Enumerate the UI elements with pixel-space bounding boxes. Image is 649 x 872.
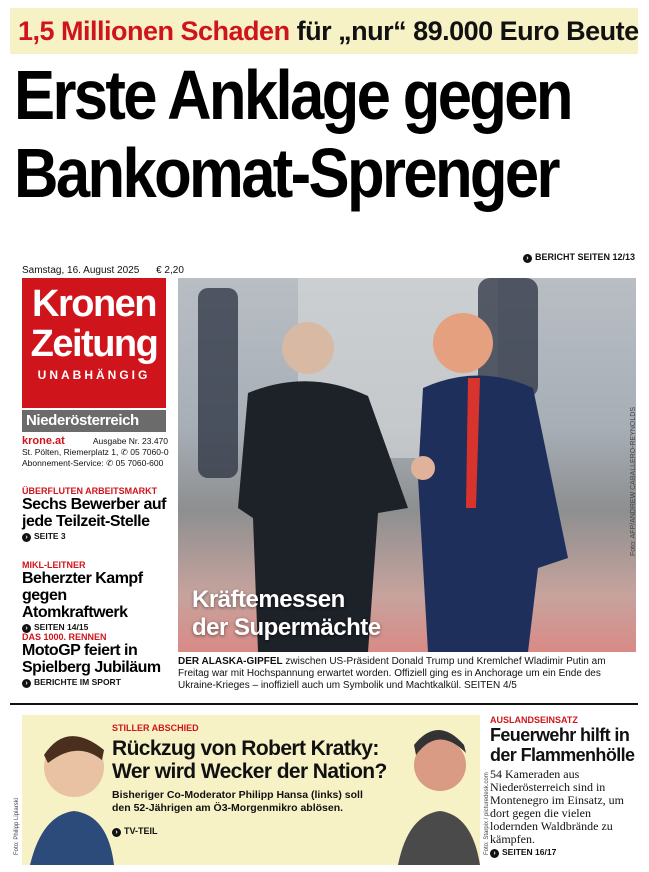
teaser-mikl-leitner[interactable] — [22, 560, 172, 633]
portrait-left — [22, 715, 112, 865]
teaser-title: Beherzter Kampf gegen Atomkraftwerk — [22, 570, 143, 621]
teaser-title: MotoGP feiert in Spielberg Jubiläum — [22, 642, 161, 676]
phone-icon: ✆ — [106, 458, 114, 468]
teaser-kicker: MIKL-LEITNER — [22, 560, 86, 570]
section-divider — [10, 703, 638, 705]
side-kicker: AUSLANDSEINSATZ — [490, 715, 578, 725]
teaser-ref: › BERICHTE IM SPORT — [22, 677, 172, 688]
top-teaser-red: 1,5 Millionen Schaden — [18, 16, 290, 46]
issue-date: Samstag, 16. August 2025 — [22, 265, 140, 276]
arrow-icon: › — [112, 828, 121, 837]
teaser-ref: › SEITEN 14/15 — [22, 622, 172, 633]
main-story-body: zwischen US-Präsident Donald Trump und Kremlchef Wladimir Putin am Freitag war mit Hochspannung erwartet worden. Offiziell ging es in Anchorage um ein Ende des Ukraine-Krieges – inoffiziell auch um Symbolik und Machtkalkül. SEITEN 4/5 — [178, 656, 606, 691]
headline-line-1: Erste Anklage gegen — [14, 56, 571, 134]
main-story-text[interactable] — [178, 656, 638, 692]
imprint — [22, 436, 172, 469]
service-line: Abonnement-Service: ✆ 05 7060-600 — [22, 458, 164, 468]
logo-word-1: Kronen — [32, 283, 156, 325]
top-teaser-black: für „nur“ 89.000 Euro Beute — [296, 16, 639, 46]
teaser-motogp[interactable] — [22, 632, 172, 688]
lead-photo[interactable] — [178, 278, 636, 652]
teaser-arbeitsmarkt[interactable] — [22, 486, 172, 542]
teaser-title: Sechs Bewerber auf jede Teilzeit-Stelle — [22, 496, 166, 530]
top-teaser-headline[interactable] — [18, 14, 639, 48]
issue-number: Ausgabe Nr. 23.470 — [92, 436, 168, 446]
main-headline[interactable] — [14, 56, 640, 212]
side-text: 54 Kameraden aus Niederösterreich sind in Montenegro im Einsatz, um dort gegen die vielen lodernden Waldbrände zu kämpfen. — [490, 767, 624, 846]
photo-credit-left: Foto: Philipp Lipiarski — [14, 797, 20, 855]
main-story-lead: DER ALASKA-GIPFEL — [178, 656, 283, 667]
side-story[interactable] — [490, 715, 638, 858]
side-ref: › SEITEN 16/17 — [490, 847, 638, 858]
logo-word-2: Zeitung — [30, 323, 158, 365]
photo-credit: Foto: AFP/ANDREW CABALLERO-REYNOLDS — [630, 407, 638, 556]
side-title: Feuerwehr hilft in der Flammenhölle — [490, 725, 635, 765]
headline-page-ref[interactable]: › BERICHT SEITEN 12/13 — [523, 252, 635, 263]
arrow-icon: › — [523, 254, 532, 263]
teaser-kicker: DAS 1000. RENNEN — [22, 632, 107, 642]
headline-line-2: Bankomat-Sprenger — [14, 134, 558, 212]
portrait-right — [398, 715, 480, 865]
photo-caption: Kräftemessen der Supermächte — [192, 586, 381, 641]
service-phone: 05 7060-600 — [115, 458, 164, 468]
arrow-icon: › — [22, 533, 31, 542]
website-link[interactable]: krone.at — [22, 435, 65, 447]
bottom-ref: › TV-TEIL — [112, 826, 158, 837]
address-line: St. Pölten, Riemerplatz 1, ✆ 05 7060-0 — [22, 447, 169, 457]
arrow-icon: › — [22, 679, 31, 688]
bottom-subtitle: Bisheriger Co-Moderator Philipp Hansa (links) soll den 52-Jährigen am Ö3-Morgenmikro ablösen. — [112, 789, 363, 814]
bottom-kicker: STILLER ABSCHIED — [112, 723, 199, 733]
bottom-story[interactable] — [14, 715, 490, 865]
masthead-logo[interactable] — [22, 278, 166, 408]
address-phone: 05 7060-0 — [130, 447, 169, 457]
teaser-kicker: ÜBERFLUTEN ARBEITSMARKT — [22, 486, 158, 496]
phone-icon: ✆ — [120, 447, 128, 457]
logo-tagline: UNABHÄNGIG — [37, 368, 151, 382]
arrow-icon: › — [22, 624, 31, 633]
teaser-ref: › SEITE 3 — [22, 531, 172, 542]
bottom-title: Rückzug von Robert Kratky: Wer wird Wecker der Nation? — [112, 737, 387, 783]
top-teaser-band[interactable] — [10, 8, 638, 54]
dateline — [22, 265, 184, 276]
photo-credit-right: Foto: Starpix / picturedesk.com — [484, 772, 490, 855]
issue-price: € 2,20 — [156, 265, 184, 276]
region-label: Niederösterreich — [22, 410, 166, 432]
arrow-icon: › — [490, 849, 499, 858]
